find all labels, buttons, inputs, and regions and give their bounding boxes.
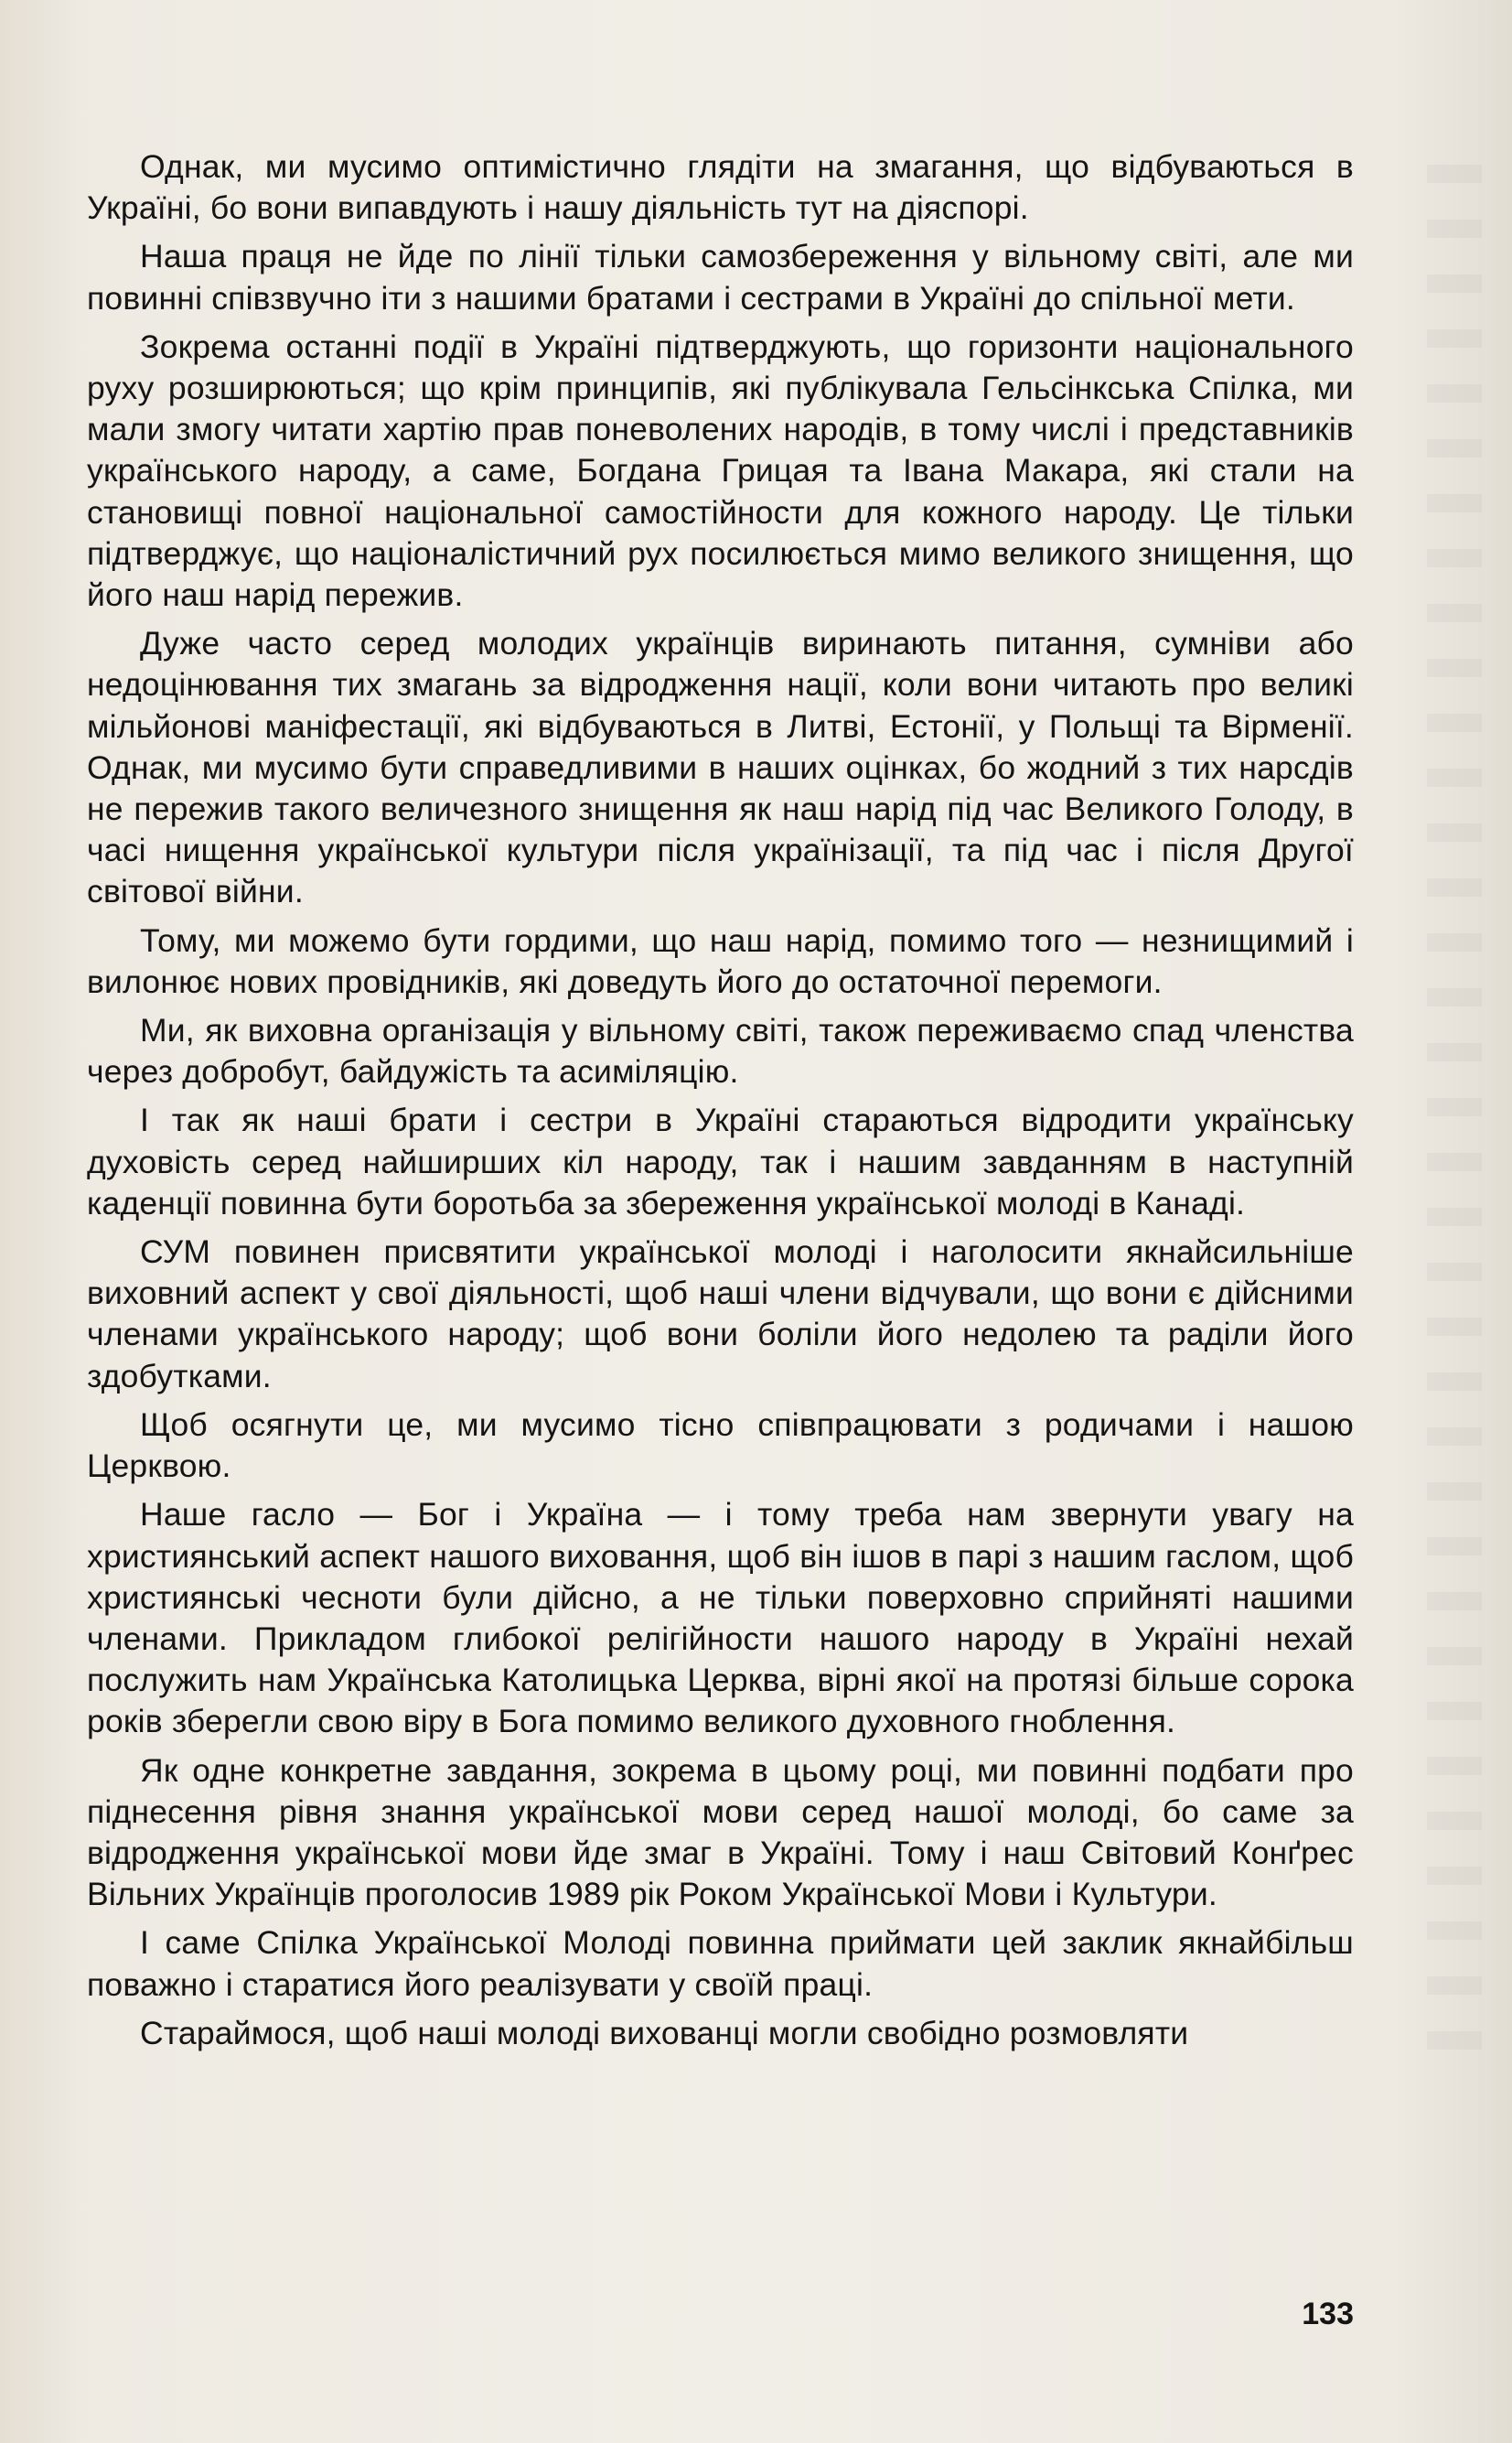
paragraph: Ми, як виховна організація у вільному світі, також переживаємо спад членства через добробут, байдужість та асиміляцію. [87, 1012, 1354, 1091]
paragraph: Дуже часто серед молодих українців виринають питання, сумніви або недоцінювання тих змагань за відродження нації, коли вони читають про великі мільйонові маніфестації, які відбуваються в Литві, Естонії, у Польщі та Вірменії. Однак, ми мусимо бути справедливими в наших оцінках, бо жодний з тих нарсдів не пережив такого величезного знищення як наш нарід під час Великого Голоду, в часі нищення української культури після українізації, та під час і після Другої світової війни. [87, 625, 1354, 910]
paragraph: Як одне конкретне завдання, зокрема в цьому році, ми повинні подбати про піднесення рівня знання української мови серед нашої молоді, бо саме за відродження української мови йде змаг в Україні. Тому і наш Світовий Конґрес Вільних Українців проголосив 1989 рік Роком Української Мови і Культури. [87, 1751, 1354, 1913]
paragraph: Однак, ми мусимо оптимістично глядіти на змагання, що відбуваються в Україні, бо вони випавдують і нашу діяльність тут на діяспорі. [87, 148, 1354, 227]
paragraph: Наше гасло — Бог і Україна — і тому треба нам звернути увагу на християнський аспект нашого виховання, щоб він ішов в парі з нашим гаслом, щоб християнські чесноти були дійсно, а не тільки поверховно сприйняті нашими членами. Прикладом глибокої релігійности нашого народу в Україні нехай послужить нам Українська Католицька Церква, вірні якої на протязі більше сорока років зберегли свою віру в Бога помимо великого духовного гноблення. [87, 1496, 1354, 1740]
paragraph: Щоб осягнути це, ми мусимо тісно співпрацювати з родичами і нашою Церквою. [87, 1405, 1354, 1485]
paragraph: Наша праця не йде по лінії тільки самозбереження у вільному світі, але ми повинні співзвучно іти з нашими братами і сестрами в Україні до спільної мети. [87, 238, 1354, 317]
paragraph: І так як наші брати і сестри в Україні стараються відродити українську духовість серед найширших кіл народу, так і нашим завданням в наступній каденції повинна бути боротьба за збереження української молоді в Канаді. [87, 1102, 1354, 1222]
body-text [87, 146, 1354, 2061]
paragraph: Зокрема останні події в Україні підтверджують, що горизонти національного руху розширюються; що крім принципів, які публікувала Гельсінкська Спілка, ми мали змогу читати хартію прав поневолених народів, в тому числі і представників українського народу, а саме, Богдана Грицая та Івана Макара, які стали на становищі повної національної самостійности для кожного народу. Це тільки підтверджує, що націоналістичний рух посилюється мимо великого знищення, що його наш нарід пережив. [87, 328, 1354, 614]
paragraph: СУМ повинен присвятити української молоді і наголосити якнайсильніше виховний аспект у свої діяльності, щоб наші члени відчували, що вони є дійсними членами українського народу; щоб вони боліли його недолею та раділи його здобутками. [87, 1233, 1354, 1394]
paragraph: І саме Спілка Української Молоді повинна приймати цей заклик якнайбільш поважно і старатися його реалізувати у своїй праці. [87, 1924, 1354, 2003]
page-number: 133 [1302, 2297, 1354, 2331]
show-through-shadow [1427, 165, 1482, 2086]
paragraph: Стараймося, щоб наші молоді вихованці могли свобідно розмовляти [140, 2014, 1189, 2051]
paragraph: Тому, ми можемо бути гордими, що наш нарід, помимо того — незнищимий і вилонює нових провідників, які доведуть його до остаточної перемоги. [87, 921, 1354, 1000]
